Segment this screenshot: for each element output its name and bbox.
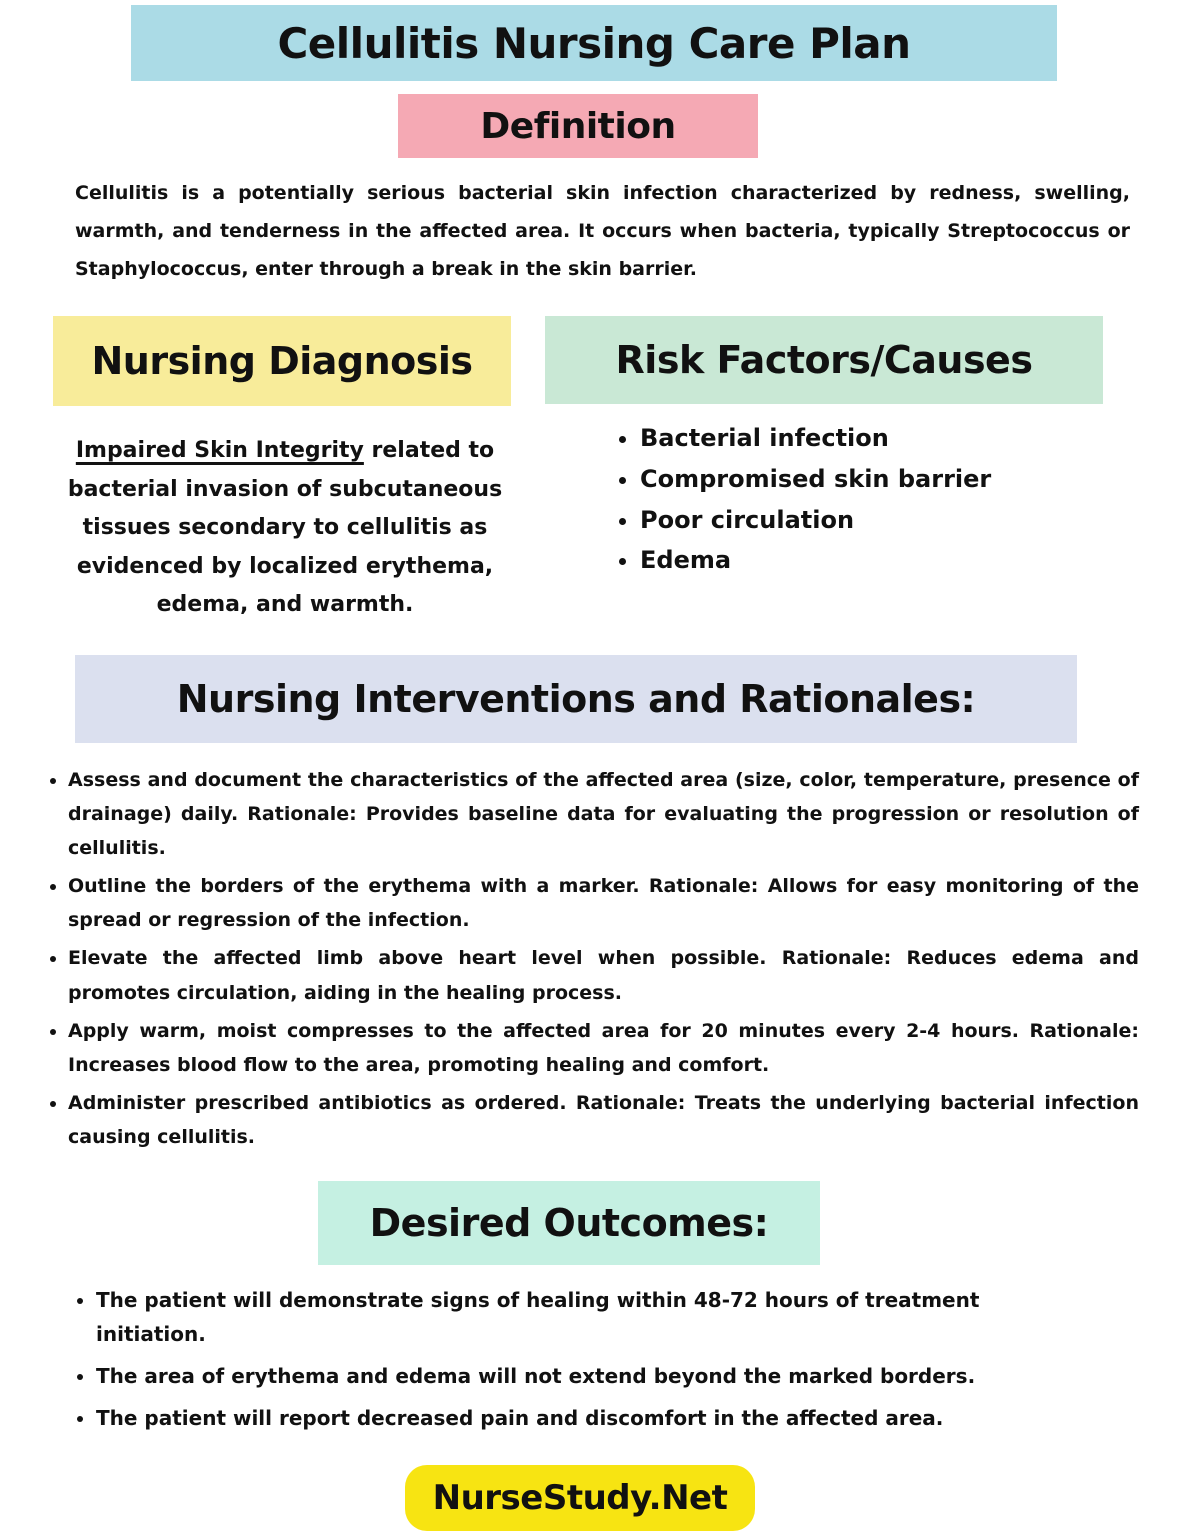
intervention-item: • Outline the borders of the erythema with a marker. Rationale: Allows for easy monitoring of the spread or regression of the infection. <box>68 869 1139 937</box>
outcome-item: • The area of erythema and edema will not extend beyond the marked borders. <box>96 1359 1092 1393</box>
diagnosis-term: Impaired Skin Integrity <box>75 438 364 463</box>
brand-badge <box>405 1465 755 1531</box>
intervention-item: • Assess and document the characteristics of the affected area (size, color, temperature, presence of drainage) daily. Rationale: Provides baseline data for evaluating the progression or resolution of cellulitis. <box>68 763 1139 866</box>
intervention-item: • Elevate the affected limb above heart level when possible. Rationale: Reduces edema and promotes circulation, aiding in the healing process. <box>68 941 1139 1009</box>
diagnosis-heading: Nursing Diagnosis <box>91 339 473 383</box>
intervention-item: • Apply warm, moist compresses to the affected area for 20 minutes every 2-4 hours. Rationale: Increases blood flow to the area, promoting healing and comfort. <box>68 1014 1139 1082</box>
diagnosis-column <box>0 316 540 625</box>
definition-heading: Definition <box>480 105 676 147</box>
diagnosis-heading-banner <box>53 316 511 406</box>
diagnosis-text-rest: related to bacterial invasion of subcutaneous tissues secondary to cellulitis as evidenced by localized erythema, edema, and warmth. <box>67 438 503 617</box>
risk-factors-heading: Risk Factors/Causes <box>615 338 1033 382</box>
outcomes-heading: Desired Outcomes: <box>369 1200 769 1245</box>
page-title: Cellulitis Nursing Care Plan <box>277 18 911 68</box>
risk-factor-item: • Edema <box>640 540 1187 581</box>
outcome-item: • The patient will demonstrate signs of healing within 48-72 hours of treatment initiation. <box>96 1283 1092 1351</box>
risk-factors-list <box>610 418 1187 581</box>
outcomes-heading-banner <box>318 1181 820 1265</box>
risk-factors-column <box>540 316 1187 625</box>
page-title-banner <box>131 5 1057 81</box>
intervention-item: • Administer prescribed antibiotics as ordered. Rationale: Treats the underlying bacterial infection causing cellulitis. <box>68 1086 1139 1154</box>
definition-text: Cellulitis is a potentially serious bacterial skin infection characterized by redness, swelling, warmth, and tenderness in the affected area. It occurs when bacteria, typically Streptococcus or Staphylococcus, enter through a break in the skin barrier. <box>75 182 1130 280</box>
interventions-list <box>40 763 1139 1155</box>
definition-heading-banner <box>398 94 758 158</box>
interventions-heading-banner <box>75 655 1077 743</box>
risk-factors-heading-banner <box>545 316 1103 404</box>
outcomes-list <box>66 1283 1092 1435</box>
two-column-section <box>0 316 1187 625</box>
diagnosis-text <box>40 432 530 625</box>
brand-name: NurseStudy.Net <box>432 1477 728 1518</box>
risk-factor-item: • Bacterial infection <box>640 418 1187 459</box>
risk-factor-item: • Compromised skin barrier <box>640 459 1187 500</box>
interventions-heading: Nursing Interventions and Rationales: <box>176 676 976 721</box>
risk-factor-item: • Poor circulation <box>640 500 1187 541</box>
outcome-item: • The patient will report decreased pain and discomfort in the affected area. <box>96 1401 1092 1435</box>
